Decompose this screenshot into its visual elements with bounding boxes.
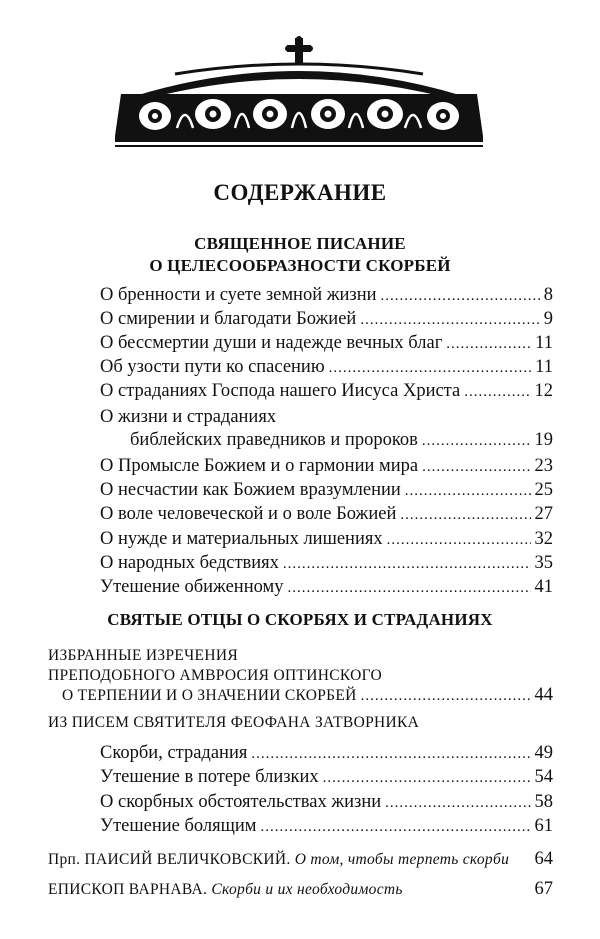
toc-entry[interactable] xyxy=(100,575,553,599)
author-name: ПАИСИЙ ВЕЛИЧКОВСКИЙ. xyxy=(84,851,291,868)
toc-entry[interactable] xyxy=(100,502,553,526)
leader-dots xyxy=(329,356,532,380)
toc-entry[interactable] xyxy=(100,283,553,307)
toc-entry-page: 11 xyxy=(535,357,553,377)
toc-entry-page: 44 xyxy=(534,685,553,705)
toc-entry-title: О жизни и страданиях xyxy=(100,407,277,427)
toc-entry[interactable] xyxy=(100,379,553,403)
leader-dots xyxy=(422,429,531,453)
theophan-heading: ИЗ ПИСЕМ СВЯТИТЕЛЯ ФЕОФАНА ЗАТВОРНИКА xyxy=(48,714,420,731)
toc-entry-barnabas[interactable] xyxy=(48,877,553,901)
toc-entry-page: 32 xyxy=(534,529,553,549)
leader-dots xyxy=(400,503,530,527)
leader-dots xyxy=(261,815,531,839)
leader-dots xyxy=(360,308,539,332)
leader-dots xyxy=(287,576,530,600)
leader-dots xyxy=(385,791,530,815)
toc-entry[interactable] xyxy=(100,790,553,814)
toc-entry[interactable] xyxy=(100,814,553,838)
toc-entry-ambrose[interactable] xyxy=(62,683,553,707)
toc-entry-page: 67 xyxy=(534,879,553,899)
leader-dots xyxy=(323,766,531,790)
toc-entry-title: О бессмертии души и надежде вечных благ xyxy=(100,333,443,353)
toc-entry[interactable] xyxy=(100,527,553,551)
section-subheading-scripture: О ЦЕЛЕСООБРАЗНОСТИ СКОРБЕЙ xyxy=(149,256,451,275)
leader-dots xyxy=(422,455,530,479)
toc-entry-page: 27 xyxy=(534,504,553,524)
author-prefix: Прп. xyxy=(48,851,81,868)
toc-entry-title: О народных бедствиях xyxy=(100,553,279,573)
toc-entry-paisius[interactable] xyxy=(48,847,553,871)
toc-entry-title: О воле человеческой и о воле Божией xyxy=(100,504,397,524)
ambrose-heading-line2: ПРЕПОДОБНОГО АМВРОСИЯ ОПТИНСКОГО xyxy=(48,667,382,684)
toc-entry-title: О Промысле Божием и о гармонии мира xyxy=(100,456,419,476)
toc-entry-title xyxy=(48,848,509,872)
toc-entry-title xyxy=(48,878,403,902)
toc-entry-page: 41 xyxy=(534,577,553,597)
leader-dots xyxy=(283,552,531,576)
toc-entry-title: О нужде и материальных лишениях xyxy=(100,529,383,549)
toc-entry[interactable] xyxy=(100,741,553,765)
toc-entry[interactable] xyxy=(100,331,553,355)
leader-dots xyxy=(464,380,530,404)
author-name: ЕПИСКОП ВАРНАВА. xyxy=(48,881,208,898)
toc-entry-title: О бренности и суете земной жизни xyxy=(100,285,377,305)
toc-entry[interactable] xyxy=(100,551,553,575)
toc-entry-page: 54 xyxy=(534,767,553,787)
toc-entry-title: О несчастии как Божием вразумлении xyxy=(100,480,401,500)
toc-entry-title: О ТЕРПЕНИИ И О ЗНАЧЕНИИ СКОРБЕЙ xyxy=(62,687,357,704)
section-heading-fathers: СВЯТЫЕ ОТЦЫ О СКОРБЯХ И СТРАДАНИЯХ xyxy=(107,610,493,629)
section-heading-scripture: СВЯЩЕННОЕ ПИСАНИЕ xyxy=(194,234,406,253)
toc-entry-title: О страданиях Господа нашего Иисуса Христа xyxy=(100,381,461,401)
toc-entry[interactable] xyxy=(100,478,553,502)
toc-entry-page: 64 xyxy=(534,849,553,869)
toc-entry-title: Утешение болящим xyxy=(100,816,257,836)
leader-dots xyxy=(446,332,531,356)
toc-entry[interactable] xyxy=(100,765,553,789)
toc-entry-title: О скорбных обстоятельствах жизни xyxy=(100,792,382,812)
leader-dots xyxy=(251,742,530,766)
page-title: СОДЕРЖАНИЕ xyxy=(213,180,387,205)
toc-entry-page: 49 xyxy=(534,743,553,763)
toc-entry-page: 23 xyxy=(534,456,553,476)
toc-entry[interactable] xyxy=(130,428,553,452)
ambrose-heading-line1: ИЗБРАННЫЕ ИЗРЕЧЕНИЯ xyxy=(48,647,238,664)
toc-entry-page: 12 xyxy=(534,381,553,401)
toc-entry-title: О смирении и благодати Божией xyxy=(100,309,357,329)
leader-dots xyxy=(361,684,531,708)
toc-entry-page: 11 xyxy=(535,333,553,353)
toc-entry-page: 9 xyxy=(543,309,553,329)
leader-dots xyxy=(405,479,531,503)
cross-icon xyxy=(285,36,313,64)
leader-dots xyxy=(387,528,531,552)
toc-entry-line1 xyxy=(100,405,553,429)
toc-entry[interactable] xyxy=(100,454,553,478)
toc-entry-page: 25 xyxy=(534,480,553,500)
toc-entry-title: Утешение обиженному xyxy=(100,577,284,597)
toc-entry-title: Об узости пути ко спасению xyxy=(100,357,325,377)
toc-entry-title: библейских праведников и пророков xyxy=(130,430,418,450)
toc-entry-title: Скорби, страдания xyxy=(100,743,248,763)
toc-entry-page: 35 xyxy=(534,553,553,573)
toc-entry[interactable] xyxy=(100,307,553,331)
work-title: Скорби и их необходимость xyxy=(211,881,403,898)
toc-entry-page: 58 xyxy=(534,792,553,812)
work-title: О том, чтобы терпеть скорби xyxy=(294,851,510,868)
toc-entry-page: 8 xyxy=(543,285,553,305)
toc-entry-page: 19 xyxy=(534,430,553,450)
decorative-headpiece xyxy=(115,36,483,154)
leader-dots xyxy=(381,284,540,308)
toc-entry[interactable] xyxy=(100,355,553,379)
toc-entry-page: 61 xyxy=(534,816,553,836)
toc-entry-title: Утешение в потере близких xyxy=(100,767,319,787)
